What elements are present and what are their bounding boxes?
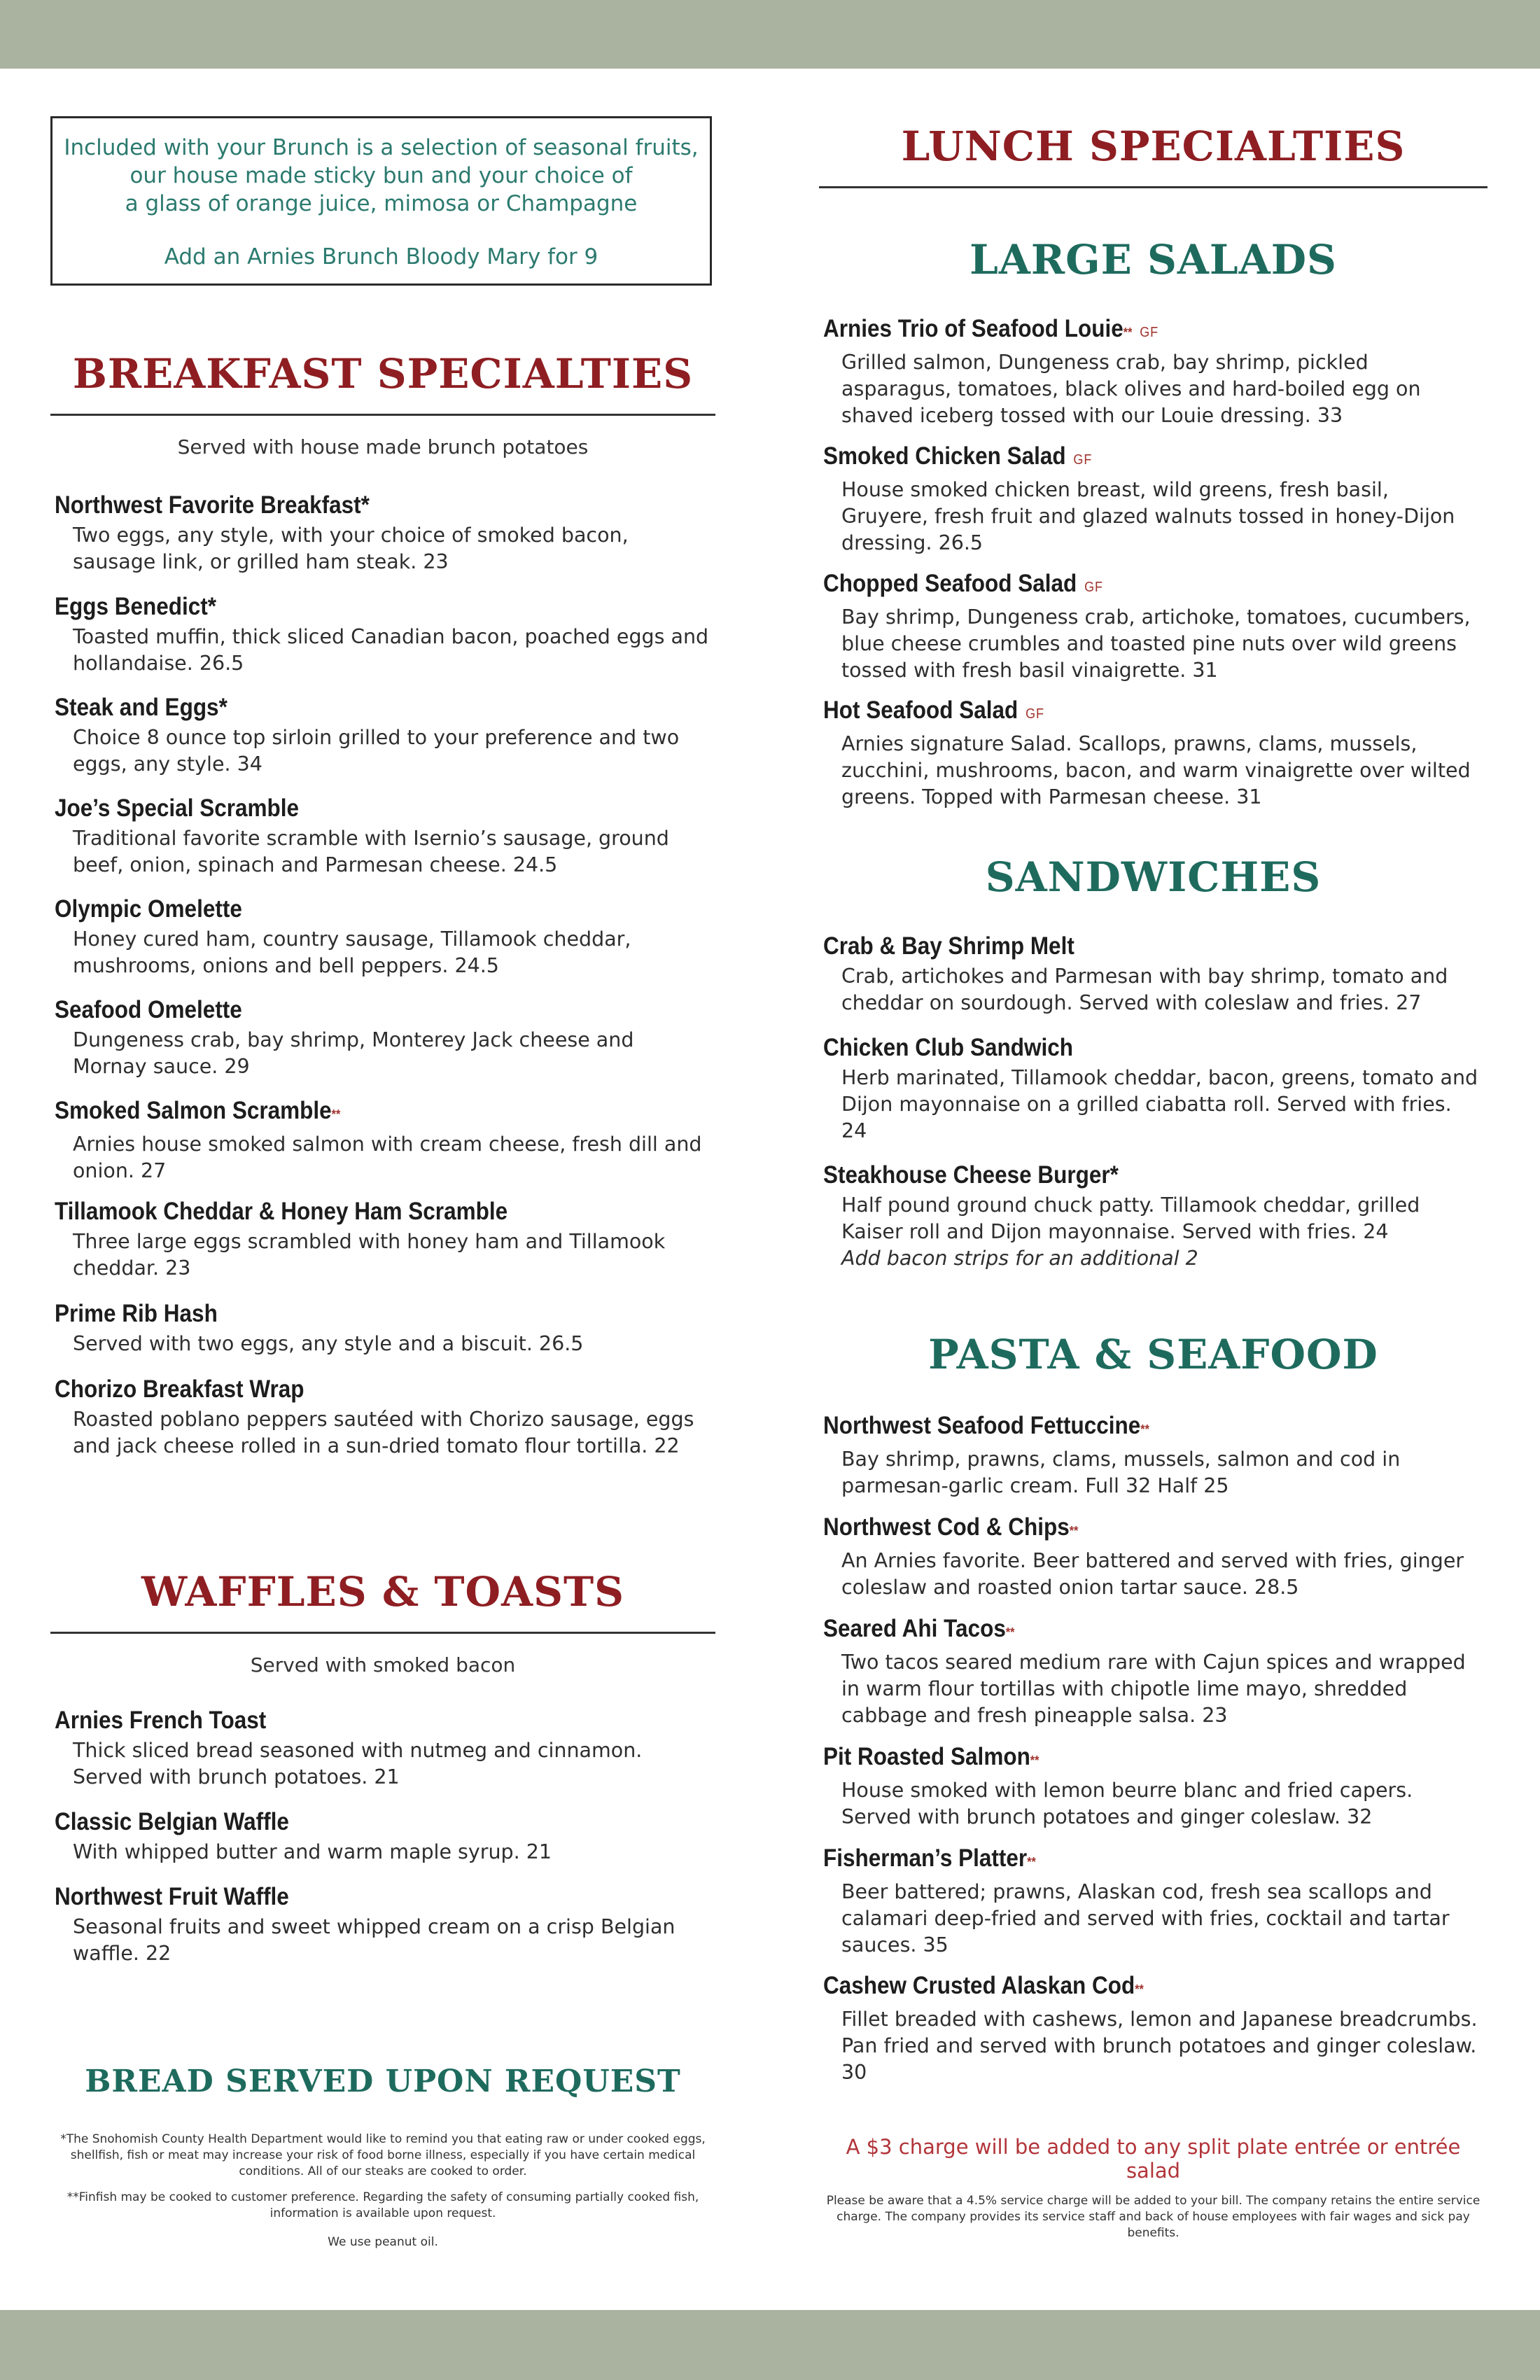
item-name-text: Chopped Seafood Salad <box>823 570 1077 597</box>
add-on-note: Add bacon strips for an additional 2 <box>841 1247 1198 1270</box>
item-name <box>55 1096 647 1130</box>
item-name-text: Arnies Trio of Seafood Louie <box>823 315 1124 342</box>
menu-item <box>55 592 713 677</box>
item-name: Classic Belgian Waffle <box>55 1808 289 1835</box>
item-name <box>823 1970 1415 2005</box>
item-name: Chorizo Breakfast Wrap <box>55 1376 304 1403</box>
item-description: Beer battered; prawns, Alaskan cod, fresh sea scallops and calamari deep-fried and served with fries, cocktail and tartar sauces. 35 <box>841 1880 1450 1956</box>
menu-item <box>55 1298 713 1357</box>
menu-item <box>823 695 1481 811</box>
divider <box>50 1632 715 1634</box>
salads-title: LARGE SALADS <box>969 236 1337 284</box>
item-description: Two tacos seared medium rare with Cajun spices and wrapped in warm flour tortillas with chipotle lime mayo, shredded cabbage and fresh pineapple salsa. 23 <box>841 1651 1466 1727</box>
item-name <box>823 314 1415 348</box>
item-name-text: Northwest Cod & Chips <box>823 1513 1070 1541</box>
item-name-text: Hot Seafood Salad <box>823 696 1018 724</box>
item-description: Dungeness crab, bay shrimp, Monterey Jack cheese and Mornay sauce. 29 <box>73 1028 634 1078</box>
service-charge-note: Please be aware that a 4.5% service charge will be added to your bill. The company retains the entire service charge. The company provides its service staff and back of house employees with fair wages and sick pay benefits. <box>826 2194 1480 2240</box>
divider <box>50 414 715 416</box>
menu-item <box>823 314 1481 429</box>
brunch-promo-box <box>50 116 712 286</box>
item-name: Tillamook Cheddar & Honey Ham Scramble <box>55 1198 508 1225</box>
menu-item <box>823 1032 1481 1144</box>
promo-line: our house made sticky bun and your choice of <box>130 163 633 188</box>
item-description: Bay shrimp, Dungeness crab, artichoke, tomatoes, cucumbers, blue cheese crumbles and toasted pine nuts over wild greens tossed with fresh basil vinaigrette. 31 <box>841 606 1471 682</box>
item-description: Roasted poblano peppers sautéed with Chorizo sausage, eggs and jack cheese rolled in a sun-dried tomato flour tortilla. 22 <box>73 1408 694 1457</box>
peanut-oil-note: We use peanut oil. <box>328 2235 438 2249</box>
item-name: Joe’s Special Scramble <box>55 794 300 822</box>
item-description: An Arnies favorite. Beer battered and served with fries, ginger coleslaw and roasted onion tartar sauce. 28.5 <box>841 1549 1464 1599</box>
finfish-disclaimer: **Finfish may be cooked to customer preference. Regarding the safety of consuming partially cooked fish, information is available upon request. <box>66 2190 699 2220</box>
item-name <box>823 1742 1415 1776</box>
item-name: Prime Rib Hash <box>55 1300 218 1327</box>
item-name-text: Pit Roasted Salmon <box>823 1743 1030 1770</box>
item-description: Served with two eggs, any style and a biscuit. 26.5 <box>73 1332 584 1355</box>
sandwiches-title: SANDWICHES <box>985 853 1322 901</box>
item-name <box>823 1410 1415 1445</box>
item-description: House smoked with lemon beurre blanc and fried capers. Served with brunch potatoes and ginger coleslaw. 32 <box>841 1779 1413 1828</box>
item-description: Seasonal fruits and sweet whipped cream on a crisp Belgian waffle. 22 <box>73 1915 676 1965</box>
waffles-title: WAFFLES & TOASTS <box>141 1568 625 1616</box>
menu-item <box>823 1843 1481 1959</box>
item-name: Chicken Club Sandwich <box>823 1034 1074 1061</box>
gluten-free-badge: GF <box>1026 706 1044 722</box>
item-name: Northwest Favorite Breakfast* <box>55 491 370 519</box>
bread-title: BREAD SERVED UPON REQUEST <box>85 2064 681 2099</box>
item-name: Eggs Benedict* <box>55 593 217 620</box>
item-description: With whipped butter and warm maple syrup. 21 <box>73 1840 552 1863</box>
pasta-title: PASTA & SEAFOOD <box>928 1331 1378 1378</box>
menu-item <box>823 1512 1481 1601</box>
bottom-band <box>0 2310 1540 2380</box>
item-name <box>823 695 1415 729</box>
gluten-free-badge: GF <box>1084 580 1103 595</box>
promo-line: a glass of orange juice, mimosa or Champagne <box>125 191 638 216</box>
salads-section-header <box>819 236 1488 284</box>
pasta-section-header <box>819 1331 1488 1378</box>
item-description: Crab, artichokes and Parmesan with bay shrimp, tomato and cheddar on sourdough. Served with coleslaw and fries. 27 <box>841 965 1448 1014</box>
waffles-section-header <box>50 1568 715 1676</box>
item-description: Choice 8 ounce top sirloin grilled to your preference and two eggs, any style. 34 <box>73 726 680 776</box>
bloody-mary-offer: Add an Arnies Brunch Bloody Mary for 9 <box>164 244 598 270</box>
item-name <box>823 1614 1415 1648</box>
menu-item <box>823 1614 1481 1729</box>
item-name <box>823 568 1415 603</box>
breakfast-title: BREAKFAST SPECIALTIES <box>72 350 694 398</box>
finfish-mark: ** <box>1140 1422 1149 1436</box>
gluten-free-badge: GF <box>1140 325 1159 340</box>
item-name-text: Fisherman’s Platter <box>823 1844 1028 1872</box>
menu-item <box>55 692 713 778</box>
item-description: Thick sliced bread seasoned with nutmeg and cinnamon. Served with brunch potatoes. 21 <box>73 1739 643 1788</box>
finfish-mark: ** <box>1005 1625 1015 1639</box>
health-disclaimer: *The Snohomish County Health Department would like to remind you that eating raw or under cooked eggs, shellfish, fish or meat may increase your risk of food borne illness, especially if you have certain medical conditions. All of our steaks are cooked to order. <box>60 2132 706 2178</box>
gluten-free-badge: GF <box>1073 452 1093 468</box>
item-description: Herb marinated, Tillamook cheddar, bacon, greens, tomato and Dijon mayonnaise on a grilled ciabatta roll. Served with fries. 24 <box>841 1066 1478 1142</box>
menu-item <box>55 793 713 878</box>
item-description: Arnies house smoked salmon with cream cheese, fresh dill and onion. 27 <box>73 1133 702 1182</box>
menu-item <box>823 1410 1481 1499</box>
promo-line: Included with your Brunch is a selection of seasonal fruits, <box>64 135 699 160</box>
item-description: Two eggs, any style, with your choice of smoked bacon, sausage link, or grilled ham steak. 23 <box>73 524 629 573</box>
breakfast-section-header <box>50 350 715 458</box>
menu-item <box>823 568 1481 684</box>
item-name-text: Smoked Chicken Salad <box>823 442 1066 470</box>
item-description: Honey cured ham, country sausage, Tillamook cheddar, mushrooms, onions and bell peppers. 24.5 <box>73 927 631 977</box>
menu-item <box>55 1807 713 1865</box>
item-description-text: Half pound ground chuck patty. Tillamook cheddar, grilled Kaiser roll and Dijon mayonnaise. Served with fries. 24 <box>841 1194 1420 1243</box>
menu-item <box>823 931 1481 1016</box>
lunch-title: LUNCH SPECIALTIES <box>901 122 1406 170</box>
item-description: Three large eggs scrambled with honey ham and Tillamook cheddar. 23 <box>73 1230 666 1280</box>
item-name-text: Seared Ahi Tacos <box>823 1615 1006 1642</box>
menu-item <box>823 1160 1481 1272</box>
item-description: Toasted muffin, thick sliced Canadian bacon, poached eggs and hollandaise. 26.5 <box>73 625 709 675</box>
menu-item <box>823 441 1481 556</box>
item-name-text: Smoked Salmon Scramble <box>55 1097 332 1124</box>
finfish-mark: ** <box>1069 1524 1079 1538</box>
split-plate-charge-note: A $3 charge will be added to any split plate entrée or entrée salad <box>846 2135 1461 2183</box>
item-name: Northwest Fruit Waffle <box>55 1883 289 1910</box>
menu-item <box>55 1196 713 1282</box>
right-column <box>819 0 1488 2310</box>
finfish-mark: ** <box>1030 1754 1040 1768</box>
item-name <box>823 1512 1415 1546</box>
finfish-mark: ** <box>331 1107 341 1121</box>
item-name-text: Northwest Seafood Fettuccine <box>823 1412 1141 1439</box>
item-name <box>823 1843 1415 1877</box>
menu-item <box>55 995 713 1080</box>
menu-item <box>55 1096 713 1184</box>
item-name: Seafood Omelette <box>55 996 242 1023</box>
menu-item <box>55 1705 713 1791</box>
item-description <box>823 1192 1481 1272</box>
finfish-mark: ** <box>1027 1855 1036 1869</box>
item-name: Arnies French Toast <box>55 1707 267 1734</box>
finfish-mark: ** <box>1123 326 1133 340</box>
lunch-section-header <box>819 122 1488 188</box>
breakfast-subtitle: Served with house made brunch potatoes <box>177 435 589 458</box>
divider <box>819 186 1488 188</box>
menu-item <box>55 490 713 575</box>
item-description: Fillet breaded with cashews, lemon and Japanese breadcrumbs. Pan fried and served with brunch potatoes and ginger coleslaw. 30 <box>841 2008 1478 2084</box>
left-column <box>50 0 715 2310</box>
bread-note <box>50 2066 715 2097</box>
menu-item <box>55 894 713 979</box>
item-name-text: Cashew Crusted Alaskan Cod <box>823 1972 1135 1999</box>
menu-item <box>55 1374 713 1460</box>
item-description: Bay shrimp, prawns, clams, mussels, salmon and cod in parmesan-garlic cream. Full 32 Half 25 <box>841 1448 1401 1497</box>
menu-item <box>55 1882 713 1967</box>
sandwiches-section-header <box>819 853 1488 901</box>
item-description: Traditional favorite scramble with Isernio’s sausage, ground beef, onion, spinach and Parmesan cheese. 24.5 <box>73 827 669 876</box>
item-name: Steakhouse Cheese Burger* <box>823 1161 1119 1189</box>
finfish-mark: ** <box>1135 1982 1144 1996</box>
item-name <box>823 441 1415 475</box>
item-description: Grilled salmon, Dungeness crab, bay shrimp, pickled asparagus, tomatoes, black olives and hard-boiled egg on shaved iceberg tossed with our Louie dressing. 33 <box>841 351 1421 427</box>
item-name: Olympic Omelette <box>55 895 242 923</box>
item-name: Crab & Bay Shrimp Melt <box>823 932 1074 960</box>
item-name: Steak and Eggs* <box>55 694 227 721</box>
item-description: Arnies signature Salad. Scallops, prawns, clams, mussels, zucchini, mushrooms, bacon, and warm vinaigrette over wilted greens. Topped with Parmesan cheese. 31 <box>841 732 1471 808</box>
waffles-subtitle: Served with smoked bacon <box>250 1653 516 1676</box>
menu-item <box>823 1742 1481 1830</box>
menu-item <box>823 1970 1481 2086</box>
item-description: House smoked chicken breast, wild greens, fresh basil, Gruyere, fresh fruit and glazed walnuts tossed in honey-Dijon dressing. 26.5 <box>841 478 1455 554</box>
